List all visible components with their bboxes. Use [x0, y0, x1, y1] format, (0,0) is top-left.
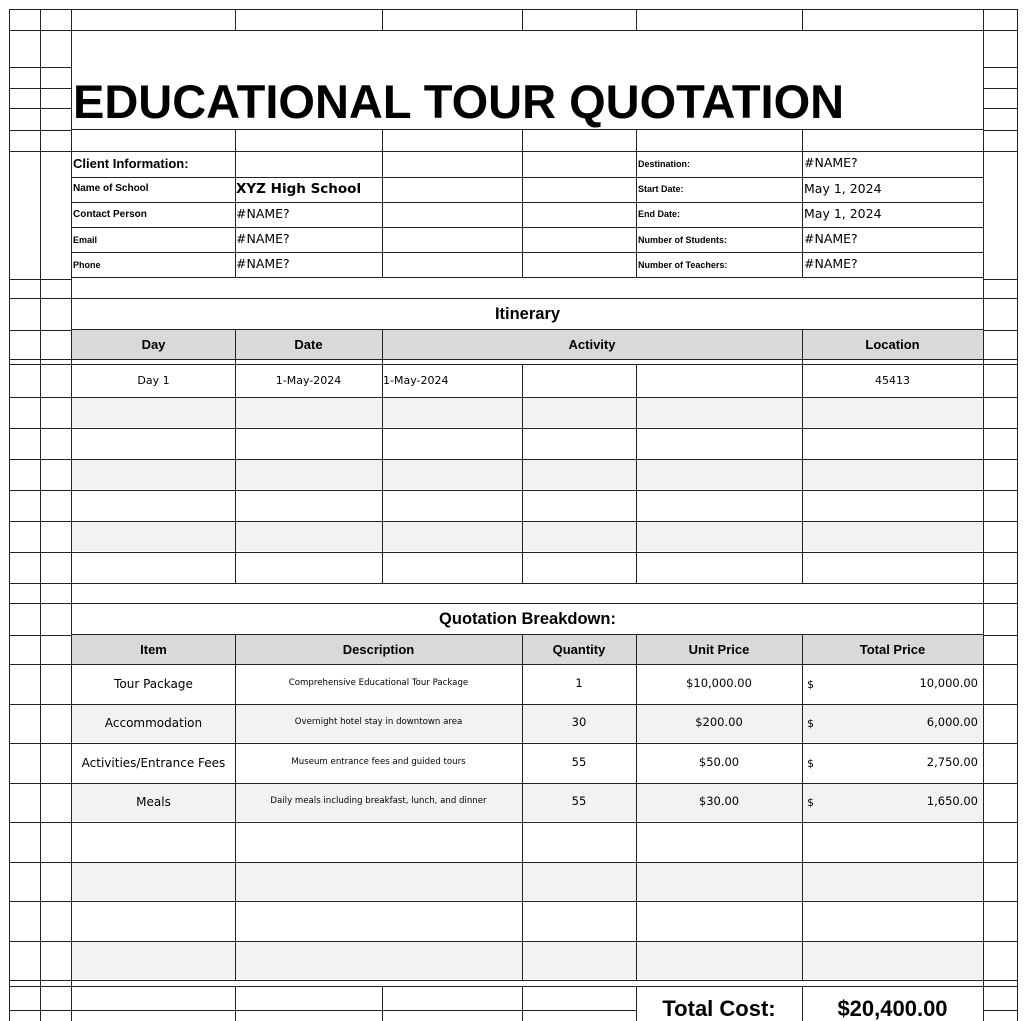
- gridline-h: [983, 980, 1018, 981]
- gridline-h: [9, 941, 72, 942]
- gridline-v: [235, 364, 236, 584]
- quotation-currency-cell: $: [807, 757, 814, 770]
- gridline-h: [983, 635, 1018, 636]
- gridline-h: [71, 901, 984, 902]
- itinerary-col-location: Location: [865, 337, 920, 352]
- gridline-h: [983, 130, 1018, 131]
- quotation-currency-cell: $: [807, 796, 814, 809]
- gridline-h: [71, 664, 984, 665]
- gridline-h: [983, 822, 1018, 823]
- gridline-h: [71, 822, 984, 823]
- gridline-h: [9, 986, 72, 987]
- quotation-row-band: [72, 862, 983, 900]
- quotation-total-cell[interactable]: 10,000.00: [919, 676, 978, 690]
- gridline-h: [983, 664, 1018, 665]
- gridline-h: [9, 822, 72, 823]
- gridline-h: [983, 151, 1018, 152]
- school-name-label: Name of School: [73, 183, 149, 194]
- gridline-v: [9, 9, 10, 1021]
- itinerary-col-activity: Activity: [568, 337, 616, 352]
- gridline-h: [983, 704, 1018, 705]
- gridline-h: [983, 88, 1018, 89]
- contact-person-value[interactable]: #NAME?: [236, 206, 290, 221]
- quotation-col-quantity: Quantity: [552, 642, 606, 657]
- total-cost-value[interactable]: $20,400.00: [837, 996, 948, 1021]
- quotation-heading: Quotation Breakdown:: [439, 610, 616, 628]
- gridline-v: [382, 986, 383, 1021]
- itinerary-row-band: [72, 521, 983, 551]
- gridline-h: [9, 151, 72, 152]
- gridline-h: [983, 397, 1018, 398]
- gridline-h: [71, 986, 984, 987]
- quotation-unit-price-cell[interactable]: $10,000.00: [686, 676, 752, 690]
- gridline-h: [71, 583, 984, 584]
- gridline-h: [9, 583, 72, 584]
- gridline-h: [71, 9, 984, 10]
- gridline-h: [9, 130, 72, 131]
- quotation-description-cell[interactable]: Overnight hotel stay in downtown area: [294, 717, 463, 727]
- gridline-h: [9, 783, 72, 784]
- gridline-h: [9, 1010, 72, 1011]
- gridline-h: [9, 862, 72, 863]
- gridline-h: [71, 151, 984, 152]
- gridline-h: [71, 743, 984, 744]
- gridline-h: [9, 279, 72, 280]
- quotation-total-cell[interactable]: 6,000.00: [926, 715, 978, 729]
- gridline-h: [71, 490, 984, 491]
- gridline-h: [983, 298, 1018, 299]
- gridline-h: [983, 279, 1018, 280]
- gridline-h: [71, 298, 984, 299]
- contact-person-label: Contact Person: [73, 209, 147, 220]
- total-cost-label: Total Cost:: [662, 996, 776, 1021]
- itinerary-date-cell[interactable]: 1-May-2024: [275, 374, 342, 387]
- email-value[interactable]: #NAME?: [236, 231, 290, 246]
- page-title: EDUCATIONAL TOUR QUOTATION: [73, 75, 845, 128]
- end-date-label: End Date:: [638, 209, 681, 219]
- gridline-h: [9, 743, 72, 744]
- quotation-total-cell[interactable]: 1,650.00: [926, 794, 978, 808]
- gridline-h: [9, 330, 72, 331]
- gridline-h: [983, 901, 1018, 902]
- gridline-h: [9, 603, 72, 604]
- gridline-h: [983, 783, 1018, 784]
- quotation-quantity-cell[interactable]: 55: [571, 794, 587, 808]
- gridline-h: [983, 521, 1018, 522]
- itinerary-day-cell[interactable]: Day 1: [137, 374, 170, 387]
- quotation-description-cell[interactable]: Comprehensive Educational Tour Package: [288, 678, 469, 688]
- gridline-h: [9, 664, 72, 665]
- gridline-v: [522, 364, 523, 584]
- gridline-h: [983, 552, 1018, 553]
- gridline-h: [9, 364, 72, 365]
- client-info-heading: Client Information:: [73, 156, 189, 171]
- gridline-v: [382, 364, 383, 584]
- quotation-unit-price-cell[interactable]: $30.00: [698, 794, 740, 808]
- gridline-v: [802, 151, 803, 278]
- gridline-h: [71, 941, 984, 942]
- gridline-h: [9, 298, 72, 299]
- gridline-h: [71, 634, 984, 635]
- gridline-h: [9, 980, 72, 981]
- gridline-h: [9, 704, 72, 705]
- gridline-h: [71, 428, 984, 429]
- gridline-h: [983, 583, 1018, 584]
- gridline-h: [71, 129, 984, 130]
- gridline-h: [71, 704, 984, 705]
- gridline-h: [71, 397, 984, 398]
- gridline-v: [802, 9, 803, 31]
- gridline-h: [9, 30, 72, 31]
- gridline-v: [802, 364, 803, 584]
- gridline-v: [636, 129, 637, 152]
- gridline-h: [983, 330, 1018, 331]
- gridline-h: [71, 459, 984, 460]
- phone-value[interactable]: #NAME?: [236, 256, 290, 271]
- quotation-total-cell[interactable]: 2,750.00: [926, 755, 978, 769]
- quotation-description-cell[interactable]: Daily meals including breakfast, lunch, and dinner: [270, 796, 487, 806]
- gridline-h: [71, 521, 984, 522]
- itinerary-activity-cell[interactable]: 1-May-2024: [383, 374, 449, 387]
- num-teachers-label: Number of Teachers:: [638, 260, 728, 270]
- gridline-h: [71, 980, 984, 981]
- itinerary-col-day: Day: [141, 337, 166, 352]
- gridline-v: [983, 9, 984, 1021]
- gridline-h: [983, 108, 1018, 109]
- gridline-h: [983, 941, 1018, 942]
- gridline-h: [983, 743, 1018, 744]
- gridline-v: [71, 9, 72, 1021]
- gridline-h: [9, 397, 72, 398]
- gridline-v: [522, 129, 523, 152]
- itinerary-location-cell[interactable]: 45413: [875, 374, 910, 387]
- gridline-h: [9, 88, 72, 89]
- gridline-h: [983, 490, 1018, 491]
- email-label: Email: [73, 235, 98, 245]
- gridline-v: [636, 9, 637, 31]
- gridline-v: [522, 986, 523, 1021]
- quotation-currency-cell: $: [807, 717, 814, 730]
- gridline-h: [983, 1010, 1018, 1011]
- gridline-h: [71, 862, 984, 863]
- gridline-h: [71, 252, 984, 253]
- quotation-item-cell[interactable]: Activities/Entrance Fees: [81, 756, 226, 770]
- num-students-value[interactable]: #NAME?: [804, 231, 858, 246]
- gridline-h: [71, 177, 984, 178]
- gridline-h: [9, 635, 72, 636]
- quotation-col-description: Description: [342, 642, 415, 657]
- gridline-v: [382, 129, 383, 152]
- gridline-h: [71, 552, 984, 553]
- gridline-h: [983, 30, 1018, 31]
- gridline-h: [71, 329, 984, 330]
- gridline-h: [9, 67, 72, 68]
- quotation-col-unit-price: Unit Price: [688, 642, 750, 657]
- gridline-v: [40, 9, 41, 1021]
- gridline-h: [71, 227, 984, 228]
- school-name-value[interactable]: XYZ High School: [236, 181, 362, 197]
- gridline-h: [71, 364, 984, 365]
- itinerary-row-band: [72, 397, 983, 427]
- destination-label: Destination:: [638, 159, 691, 169]
- quotation-col-total-price: Total Price: [859, 642, 926, 657]
- gridline-v: [636, 364, 637, 584]
- gridline-h: [71, 783, 984, 784]
- itinerary-row-band: [72, 459, 983, 489]
- gridline-h: [983, 359, 1018, 360]
- quotation-quantity-cell[interactable]: 55: [571, 755, 587, 769]
- gridline-h: [71, 202, 984, 203]
- gridline-v: [235, 986, 236, 1021]
- gridline-h: [983, 459, 1018, 460]
- gridline-h: [9, 428, 72, 429]
- start-date-label: Start Date:: [638, 184, 684, 194]
- itinerary-col-date: Date: [294, 337, 323, 352]
- gridline-h: [983, 364, 1018, 365]
- gridline-h: [9, 359, 72, 360]
- gridline-h: [983, 862, 1018, 863]
- gridline-v: [235, 9, 236, 31]
- gridline-h: [9, 9, 72, 10]
- quotation-quantity-cell[interactable]: 30: [571, 715, 587, 729]
- gridline-h: [983, 67, 1018, 68]
- quotation-description-cell[interactable]: Museum entrance fees and guided tours: [291, 757, 466, 767]
- quotation-unit-price-cell[interactable]: $200.00: [695, 715, 743, 729]
- gridline-h: [9, 552, 72, 553]
- gridline-h: [983, 9, 1018, 10]
- gridline-h: [71, 603, 984, 604]
- quotation-item-cell[interactable]: Meals: [136, 795, 171, 809]
- quotation-row-band: [72, 941, 983, 979]
- gridline-h: [71, 359, 984, 360]
- quotation-unit-price-cell[interactable]: $50.00: [698, 755, 740, 769]
- itinerary-heading: Itinerary: [494, 305, 561, 323]
- gridline-h: [9, 108, 72, 109]
- gridline-v: [522, 9, 523, 31]
- num-students-label: Number of Students:: [638, 235, 727, 245]
- gridline-v: [235, 129, 236, 152]
- phone-label: Phone: [73, 260, 101, 270]
- gridline-h: [983, 603, 1018, 604]
- quotation-item-cell[interactable]: Tour Package: [114, 677, 193, 691]
- destination-value[interactable]: #NAME?: [804, 155, 858, 170]
- gridline-h: [9, 459, 72, 460]
- start-date-value[interactable]: May 1, 2024: [804, 181, 882, 196]
- quotation-quantity-cell[interactable]: 1: [575, 676, 583, 690]
- quotation-currency-cell: $: [807, 678, 814, 691]
- gridline-v: [802, 129, 803, 152]
- gridline-h: [983, 428, 1018, 429]
- gridline-h: [71, 1010, 637, 1011]
- gridline-v: [522, 151, 523, 278]
- gridline-h: [71, 277, 984, 278]
- gridline-h: [9, 901, 72, 902]
- gridline-h: [983, 986, 1018, 987]
- num-teachers-value[interactable]: #NAME?: [804, 256, 858, 271]
- gridline-h: [71, 30, 984, 31]
- gridline-h: [9, 521, 72, 522]
- gridline-v: [382, 9, 383, 31]
- gridline-v: [1017, 9, 1018, 1021]
- quotation-col-item: Item: [140, 642, 167, 657]
- quotation-item-cell[interactable]: Accommodation: [104, 716, 203, 730]
- gridline-v: [382, 151, 383, 278]
- end-date-value[interactable]: May 1, 2024: [804, 206, 882, 221]
- gridline-h: [9, 490, 72, 491]
- gridline-v: [636, 151, 637, 278]
